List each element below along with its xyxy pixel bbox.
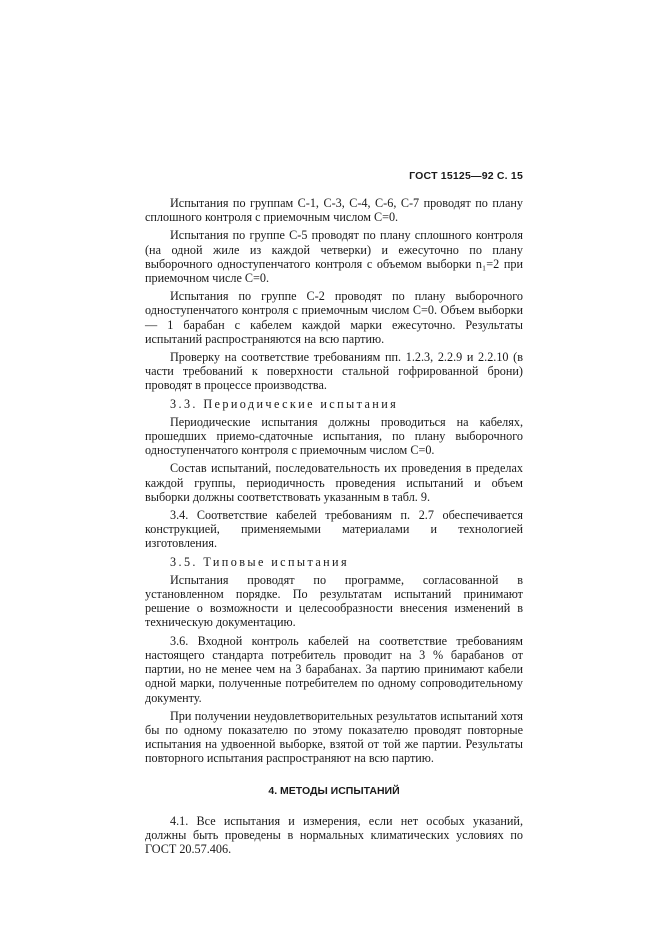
paragraph-production-check: Проверку на соответствие требованиям пп. 1.2.3, 2.2.9 и 2.2.10 (в части требований к поверхности стальной гофрированной брони) проводят в процессе производства. [145, 350, 523, 393]
document-body [145, 196, 523, 860]
paragraph-repeat-tests: При получении неудовлетворительных результатов испытаний хотя бы по одному показателю по этому показателю проводят повторные испытания на удвоенной выборке, взятой от той же партии. Результаты повторного испытания распространяют на всю партию. [145, 708, 523, 766]
paragraph-group-c5: Испытания по группе С-5 проводят по плану сплошного контроля (на одной жиле из каждой четверки) и ежесуточно по плану выборочного одноступенчатого контроля с объемом выборки n₁=2 при приемочном числе С=0. [145, 228, 523, 286]
paragraph-group-tests-1: Испытания по группам С-1, С-3, С-4, С-6, С-7 проводят по плану сплошного контроля с приемочным числом С=0. [145, 196, 523, 225]
paragraph-periodic-tests: Периодические испытания должны проводиться на кабелях, прошедших приемо-сдаточные испытания, по плану выборочного одноступенчатого контроля с приемочным числом С=0. [145, 414, 523, 458]
paragraph-test-composition: Состав испытаний, последовательность их проведения в пределах каждой группы, периодичность проведения испытаний и объем выборки должны соответствовать указанным в табл. 9. [145, 461, 523, 504]
paragraph-type-tests: Испытания проводят по программе, согласованной в установленном порядке. По результатам испытаний принимают решение о возможности и целесообразности внесения изменений в техническую документацию. [145, 572, 523, 630]
paragraph-3-6: 3.6. Входной контроль кабелей на соответствие требованиям настоящего стандарта потребитель проводит на 3 % барабанов от партии, но не менее чем на 3 барабанах. За партию принимают кабели одной марки, полученные потребителем по одному сопроводительному документу. [145, 633, 523, 705]
paragraph-3-4: 3.4. Соответствие кабелей требованиям п. 2.7 обеспечивается конструкцией, применяемыми материалами и технологией изготовления. [145, 508, 523, 551]
section-4-title: 4. МЕТОДЫ ИСПЫТАНИЙ [268, 784, 400, 797]
paragraph-4-1: 4.1. Все испытания и измерения, если нет особых указаний, должны быть проведены в нормальных климатических условиях по ГОСТ 20.57.406. [145, 813, 523, 857]
page-header: ГОСТ 15125—92 С. 15 [409, 170, 523, 182]
paragraph-group-c2: Испытания по группе С-2 проводят по плану выборочного одноступенчатого контроля с приемочным числом С=0. Объем выборки — 1 барабан с кабелем каждой марки ежесуточно. Результаты испытаний распространяются на всю партию. [145, 289, 523, 346]
heading-3-5: 3.5. Типовые испытания [170, 554, 349, 569]
heading-3-3: 3.3. Периодические испытания [170, 396, 399, 411]
